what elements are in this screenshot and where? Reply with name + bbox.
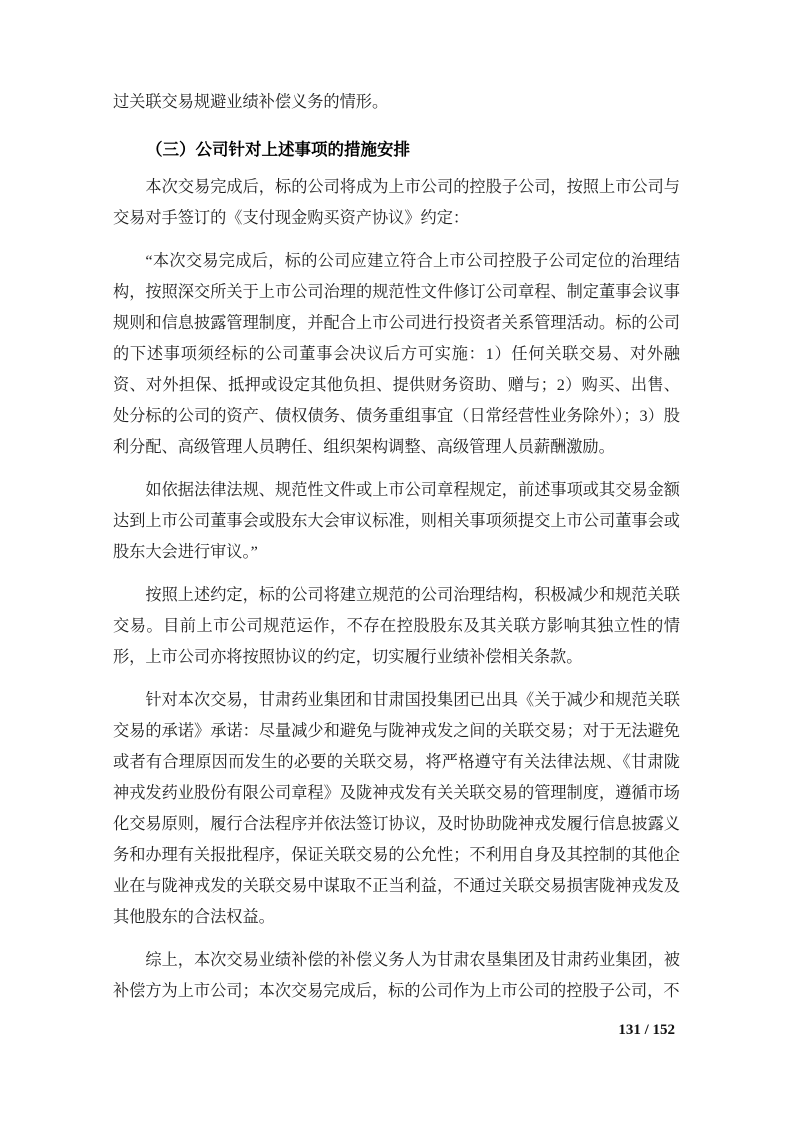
body-paragraph-quote-end: 如依据法律法规、规范性文件或上市公司章程规定，前述事项或其交易金额达到上市公司董事会或股东大会审议标准，则相关事项须提交上市公司董事会或股东大会进行审议。” — [113, 481, 680, 561]
body-paragraph: 综上，本次交易业绩补偿的补偿义务人为甘肃农垦集团及甘肃药业集团，被补偿方为上市公司；本次交易完成后，标的公司作为上市公司的控股子公司，不 — [113, 951, 680, 1000]
body-paragraph: 本次交易完成后，标的公司将成为上市公司的控股子公司，按照上市公司与交易对手签订的《支付现金购买资产协议》约定： — [113, 178, 680, 227]
paragraph-continuation: 过关联交易规避业绩补偿义务的情形。 — [113, 93, 389, 111]
page-number: 131 / 152 — [618, 1022, 675, 1038]
body-paragraph-quote-start: “本次交易完成后，标的公司应建立符合上市公司控股子公司定位的治理结构，按照深交所关于上市公司治理的规范性文件修订公司章程、制定董事会议事规则和信息披露管理制度，并配合上市公司进行投资者关系管理活动。标的公司的下述事项须经标的公司董事会决议后方可实施：1）任何关联交易、对外融资、对外担保、抵押或设定其他负担、提供财务资助、赠与；2）购买、出售、处分标的公司的资产、债权债务、债务重组事宜（日常经营性业务除外）；3）股利分配、高级管理人员聘任、组织架构调整、高级管理人员薪酬激励。 — [113, 252, 680, 456]
page-content — [113, 87, 680, 1019]
body-paragraph: 按照上述约定，标的公司将建立规范的公司治理结构，积极减少和规范关联交易。目前上市公司规范运作，不存在控股股东及其关联方影响其独立性的情形，上市公司亦将按照协议的约定，切实履行业绩补偿相关条款。 — [113, 586, 680, 666]
body-paragraph: 针对本次交易，甘肃药业集团和甘肃国投集团已出具《关于减少和规范关联交易的承诺》承诺：尽量减少和避免与陇神戎发之间的关联交易；对于无法避免或者有合理原因而发生的必要的关联交易，将严格遵守有关法律法规、《甘肃陇神戎发药业股份有限公司章程》及陇神戎发有关关联交易的管理制度，遵循市场化交易原则，履行合法程序并依法签订协议，及时协助陇神戎发履行信息披露义务和办理有关报批程序，保证关联交易的公允性；不利用自身及其控制的其他企业在与陇神戎发的关联交易中谋取不正当利益，不通过关联交易损害陇神戎发及其他股东的合法权益。 — [113, 691, 680, 926]
section-heading: （三）公司针对上述事项的措施安排 — [146, 140, 410, 159]
